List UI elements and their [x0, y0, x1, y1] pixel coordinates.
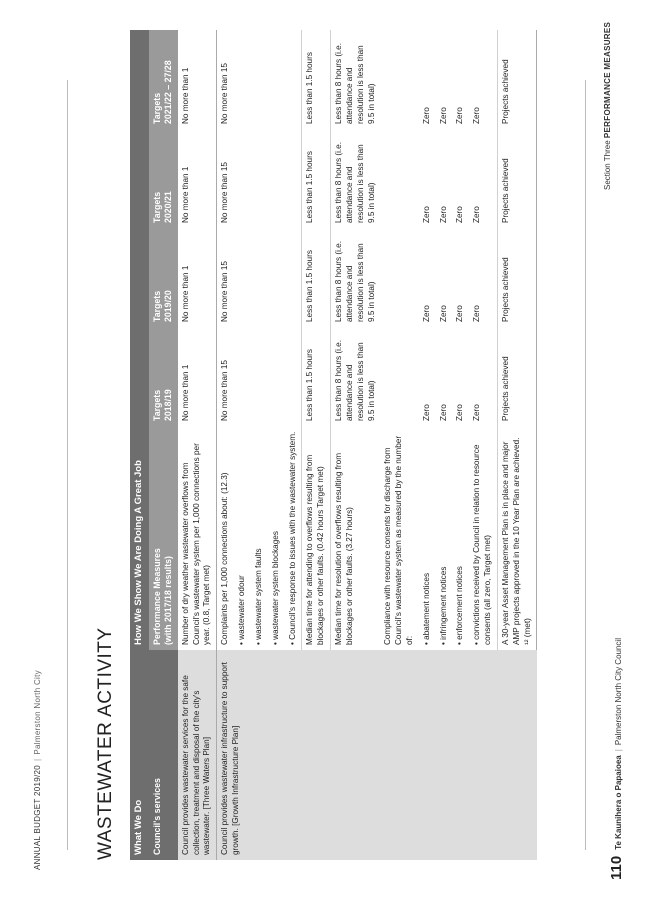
target-cell	[234, 327, 251, 426]
target-cell: Zero	[455, 107, 465, 124]
target-cell: Zero	[469, 228, 497, 327]
header-target-label: Targets	[151, 290, 162, 322]
target-cell	[380, 129, 418, 228]
target-cell: No more than 15	[220, 63, 230, 124]
section-label: Section Three	[603, 140, 612, 190]
target-cell	[234, 30, 251, 129]
measure-cell: A 30-year Asset Management Plan is in place and major AMP projects approved in the 10 Year Plan are achieved. ¹² (met)	[497, 426, 536, 650]
header-services: Council's services	[149, 650, 178, 860]
measure-bullet: • convictions received by Council in relation to resource consents (all zero, Target met)	[469, 426, 497, 650]
target-cell	[285, 327, 302, 426]
target-cell: Zero	[438, 107, 448, 124]
table-row	[178, 30, 217, 860]
target-cell	[268, 30, 285, 129]
page-number: 110	[608, 855, 625, 880]
target-cell	[285, 30, 302, 129]
header-target-3	[149, 129, 178, 228]
target-cell: Zero	[438, 206, 448, 223]
target-cell	[285, 129, 302, 228]
target-cell	[380, 327, 418, 426]
target-cell: Projects achieved	[497, 129, 536, 228]
target-cell: Less than 8 hours (i.e. attendance and resolution is less than 9.5 in total)	[334, 42, 376, 124]
running-head-left	[33, 670, 42, 870]
doc-title: ANNUAL BUDGET 2019/20	[33, 764, 42, 870]
header-target-year: 2021/22 – 27/28	[163, 60, 174, 124]
target-cell: No more than 1	[178, 30, 217, 129]
target-cell	[251, 327, 268, 426]
header-target-4	[149, 30, 178, 129]
target-cell: Projects achieved	[497, 30, 536, 129]
target-cell: Less than 1.5 hours	[302, 327, 331, 426]
target-cell: Projects achieved	[497, 327, 536, 426]
target-cell	[268, 228, 285, 327]
target-cell: Less than 1.5 hours	[302, 228, 331, 327]
target-cell	[251, 129, 268, 228]
service-cell: Council provides wastewater infrastructure to support growth. [Growth Infrastructure Plan]	[217, 650, 537, 860]
target-cell: Less than 8 hours (i.e. attendance and resolution is less than 9.5 in total)	[334, 141, 376, 223]
measure-cell: Complaints per 1,000 connections about: (12.3)	[220, 472, 230, 645]
target-cell: Zero	[455, 404, 465, 421]
table-row	[217, 30, 234, 860]
header-target-year: 2018/19	[163, 389, 174, 421]
target-cell: No more than 15	[220, 162, 230, 223]
header-measures	[149, 426, 178, 650]
target-cell: No more than 15	[220, 360, 230, 421]
target-cell	[234, 228, 251, 327]
measure-bullet: • wastewater system blockages	[268, 426, 285, 650]
target-cell: Zero	[469, 327, 497, 426]
target-cell: Zero	[455, 206, 465, 223]
target-cell	[380, 30, 418, 129]
target-cell: Less than 8 hours (i.e. attendance and resolution is less than 9.5 in total)	[334, 339, 376, 421]
measure-bullet: • infringement notices	[436, 426, 453, 650]
column-header-row	[149, 30, 178, 860]
measure-bullet: • abatement notices	[419, 426, 436, 650]
target-cell: Zero	[421, 107, 431, 124]
target-cell	[251, 228, 268, 327]
header-target-2	[149, 228, 178, 327]
header-what-we-do: What We Do	[130, 650, 149, 860]
section-title: WASTEWATER ACTIVITY	[95, 627, 116, 860]
measure-cell: Compliance with resource consents for discharge from Council's wastewater system as measured by the number of:	[383, 435, 414, 645]
target-cell: Less than 1.5 hours	[302, 129, 331, 228]
target-cell: No more than 15	[220, 261, 230, 322]
target-cell: Less than 1.5 hours	[302, 30, 331, 129]
footer-council: Palmerston North City Council	[614, 638, 623, 746]
margin-rule-left	[67, 80, 68, 850]
target-cell: Zero	[455, 305, 465, 322]
target-cell: Zero	[469, 30, 497, 129]
measure-cell: Number of dry weather wastewater overflows from Council's wastewater system per 1,000 connections per year. (0.8, Target met)	[178, 426, 217, 650]
target-cell: Less than 8 hours (i.e. attendance and resolution is less than 9.5 in total)	[334, 240, 376, 322]
target-cell	[251, 30, 268, 129]
target-cell: Zero	[421, 305, 431, 322]
header-measures-sub: (with 2017/18 results)	[163, 556, 174, 645]
measure-cell: Median time for resolution of overflows resulting from blockages or other faults. (3.27 hours)	[334, 452, 354, 645]
header-target-year: 2020/21	[163, 191, 174, 223]
measure-bullet: • Council's response to issues with the wastewater system.	[285, 426, 302, 650]
target-cell	[268, 327, 285, 426]
target-cell: No more than 1	[178, 129, 217, 228]
target-cell: Zero	[438, 404, 448, 421]
header-target-label: Targets	[151, 389, 162, 421]
target-cell: Zero	[421, 404, 431, 421]
header-target-year: 2019/20	[163, 290, 174, 322]
header-target-label: Targets	[151, 191, 162, 223]
measure-bullet: • wastewater system faults	[251, 426, 268, 650]
target-cell	[285, 228, 302, 327]
target-cell: Zero	[438, 305, 448, 322]
divider: |	[33, 758, 42, 761]
target-cell	[380, 228, 418, 327]
target-cell	[234, 129, 251, 228]
header-target-1	[149, 327, 178, 426]
target-cell: Zero	[421, 206, 431, 223]
measure-cell: Median time for attending to overflows resulting from blockages or other faults. (0.42 hours Target met)	[302, 426, 331, 650]
performance-table	[130, 30, 537, 860]
section-name: PERFORMANCE MEASURES	[603, 21, 612, 139]
target-cell	[268, 129, 285, 228]
target-cell: No more than 1	[178, 228, 217, 327]
header-target-label: Targets	[151, 92, 162, 124]
measure-bullet: • wastewater odour	[234, 426, 251, 650]
target-cell: Projects achieved	[497, 228, 536, 327]
org-name: Palmerston North City	[33, 670, 42, 755]
measure-bullet: • enforcement notices	[452, 426, 469, 650]
content-frame	[92, 30, 627, 860]
group-header-row	[130, 30, 149, 860]
service-cell: Council provides wastewater services for the safe collection, treatment and disposal of the city's wastewater. [Three Waters Plan]	[178, 650, 217, 860]
header-measures-label: Performance Measures	[151, 548, 162, 645]
target-cell: Zero	[469, 129, 497, 228]
divider: |	[614, 749, 623, 752]
footer-maori: Te Kaunihera o Papaioea	[614, 755, 623, 850]
header-how-we-show: How We Show We Are Doing A Great Job	[130, 30, 149, 650]
target-cell: No more than 1	[178, 327, 217, 426]
